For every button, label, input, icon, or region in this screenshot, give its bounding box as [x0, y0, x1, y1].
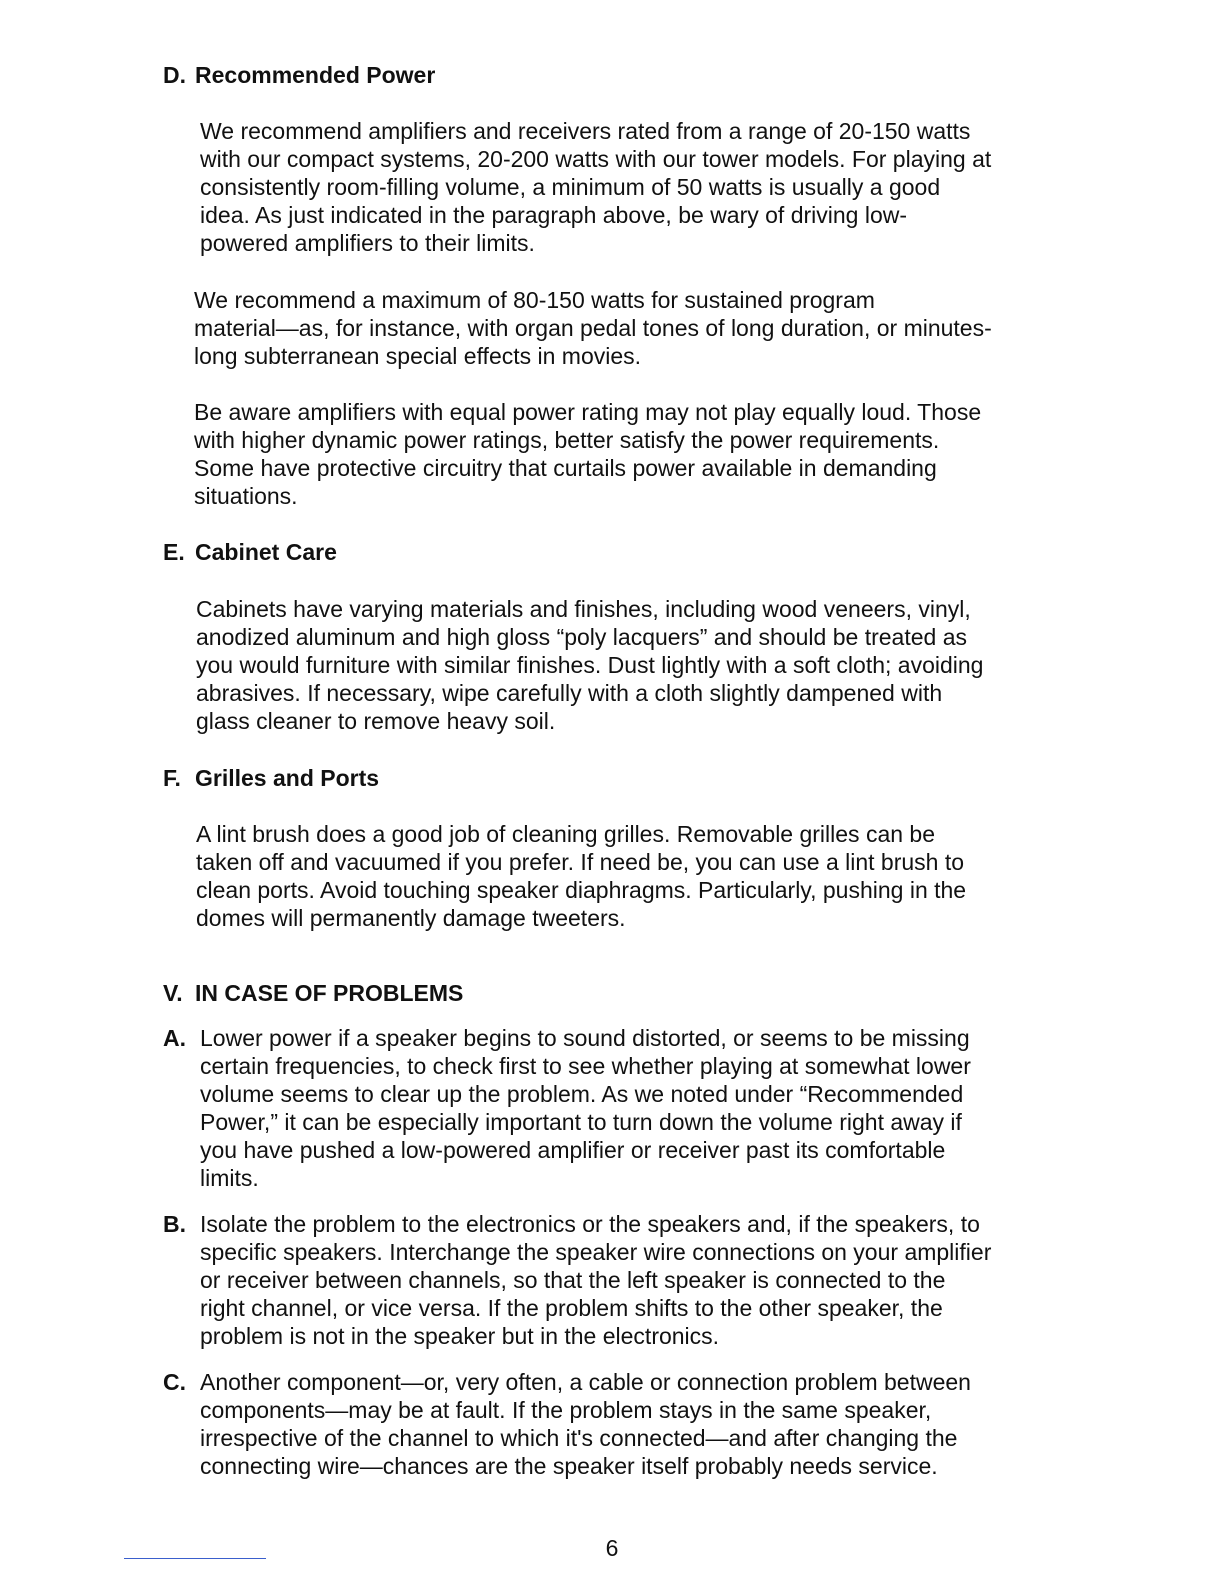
section-title: IN CASE OF PROBLEMS	[195, 980, 464, 1006]
text-line: right channel, or vice versa. If the problem shifts to the other speaker, the	[200, 1295, 943, 1321]
problem-item-letter: C.	[163, 1369, 186, 1395]
section-letter: E.	[163, 539, 185, 565]
text-line: material—as, for instance, with organ pedal tones of long duration, or minutes-	[194, 315, 992, 341]
section-title: Cabinet Care	[195, 539, 337, 565]
text-line: Be aware amplifiers with equal power rating may not play equally loud. Those	[194, 399, 982, 425]
text-line: specific speakers. Interchange the speaker wire connections on your amplifier	[200, 1239, 992, 1265]
text-line: A lint brush does a good job of cleaning grilles. Removable grilles can be	[196, 821, 935, 847]
text-line: you would furniture with similar finishes. Dust lightly with a soft cloth; avoiding	[196, 652, 984, 678]
section-title: Recommended Power	[195, 62, 436, 88]
text-line: you have pushed a low-powered amplifier or receiver past its comfortable	[200, 1137, 946, 1163]
text-line: with our compact systems, 20-200 watts with our tower models. For playing at	[200, 146, 992, 172]
section-heading-cabinet-care	[163, 538, 337, 566]
text-line: We recommend amplifiers and receivers rated from a range of 20-150 watts	[200, 118, 971, 144]
problem-item-b	[200, 1210, 991, 1350]
text-line: powered amplifiers to their limits.	[200, 230, 535, 256]
problem-item-letter: B.	[163, 1211, 186, 1237]
footer-divider	[124, 1558, 266, 1559]
text-line: clean ports. Avoid touching speaker diaphragms. Particularly, pushing in the	[196, 877, 967, 903]
text-line: domes will permanently damage tweeters.	[196, 905, 626, 931]
page-number: 6	[605, 1535, 619, 1561]
section-heading-grilles-and-ports	[163, 764, 379, 792]
section-letter: F.	[163, 765, 181, 791]
paragraph-grilles-and-ports	[196, 820, 966, 932]
text-line: Lower power if a speaker begins to sound distorted, or seems to be missing	[200, 1025, 970, 1051]
text-line: situations.	[194, 483, 298, 509]
text-line: anodized aluminum and high gloss “poly lacquers” and should be treated as	[196, 624, 967, 650]
problem-item-c	[200, 1368, 971, 1480]
text-line: taken off and vacuumed if you prefer. If need be, you can use a lint brush to	[196, 849, 965, 875]
paragraph-recommended-power-1	[200, 117, 991, 257]
text-line: idea. As just indicated in the paragraph above, be wary of driving low-	[200, 202, 908, 228]
paragraph-cabinet-care	[196, 595, 983, 735]
text-line: certain frequencies, to check first to see whether playing at somewhat lower	[200, 1053, 971, 1079]
section-heading-recommended-power	[163, 61, 435, 89]
text-line: abrasives. If necessary, wipe carefully with a cloth slightly dampened with	[196, 680, 943, 706]
text-line: Another component—or, very often, a cable or connection problem between	[200, 1369, 971, 1395]
section-heading-in-case-of-problems	[163, 979, 463, 1007]
text-line: long subterranean special effects in movies.	[194, 343, 642, 369]
text-line: We recommend a maximum of 80-150 watts for sustained program	[194, 287, 875, 313]
text-line: Isolate the problem to the electronics or the speakers and, if the speakers, to	[200, 1211, 980, 1237]
text-line: with higher dynamic power ratings, better satisfy the power requirements.	[194, 427, 940, 453]
problem-item-a	[200, 1024, 971, 1192]
section-title: Grilles and Ports	[195, 765, 380, 791]
section-letter: V.	[163, 980, 183, 1006]
problem-item-letter: A.	[163, 1025, 186, 1051]
text-line: Cabinets have varying materials and finishes, including wood veneers, vinyl,	[196, 596, 971, 622]
section-letter: D.	[163, 62, 186, 88]
text-line: problem is not in the speaker but in the electronics.	[200, 1323, 720, 1349]
paragraph-recommended-power-3	[194, 398, 981, 510]
text-line: glass cleaner to remove heavy soil.	[196, 708, 556, 734]
text-line: connecting wire—chances are the speaker itself probably needs service.	[200, 1453, 938, 1479]
text-line: components—may be at fault. If the problem stays in the same speaker,	[200, 1397, 932, 1423]
text-line: consistently room-filling volume, a minimum of 50 watts is usually a good	[200, 174, 941, 200]
text-line: irrespective of the channel to which it's connected—and after changing the	[200, 1425, 958, 1451]
text-line: Some have protective circuitry that curtails power available in demanding	[194, 455, 937, 481]
text-line: or receiver between channels, so that the left speaker is connected to the	[200, 1267, 946, 1293]
text-line: limits.	[200, 1165, 259, 1191]
text-line: volume seems to clear up the problem. As we noted under “Recommended	[200, 1081, 964, 1107]
text-line: Power,” it can be especially important to turn down the volume right away if	[200, 1109, 962, 1135]
paragraph-recommended-power-2	[194, 286, 992, 370]
